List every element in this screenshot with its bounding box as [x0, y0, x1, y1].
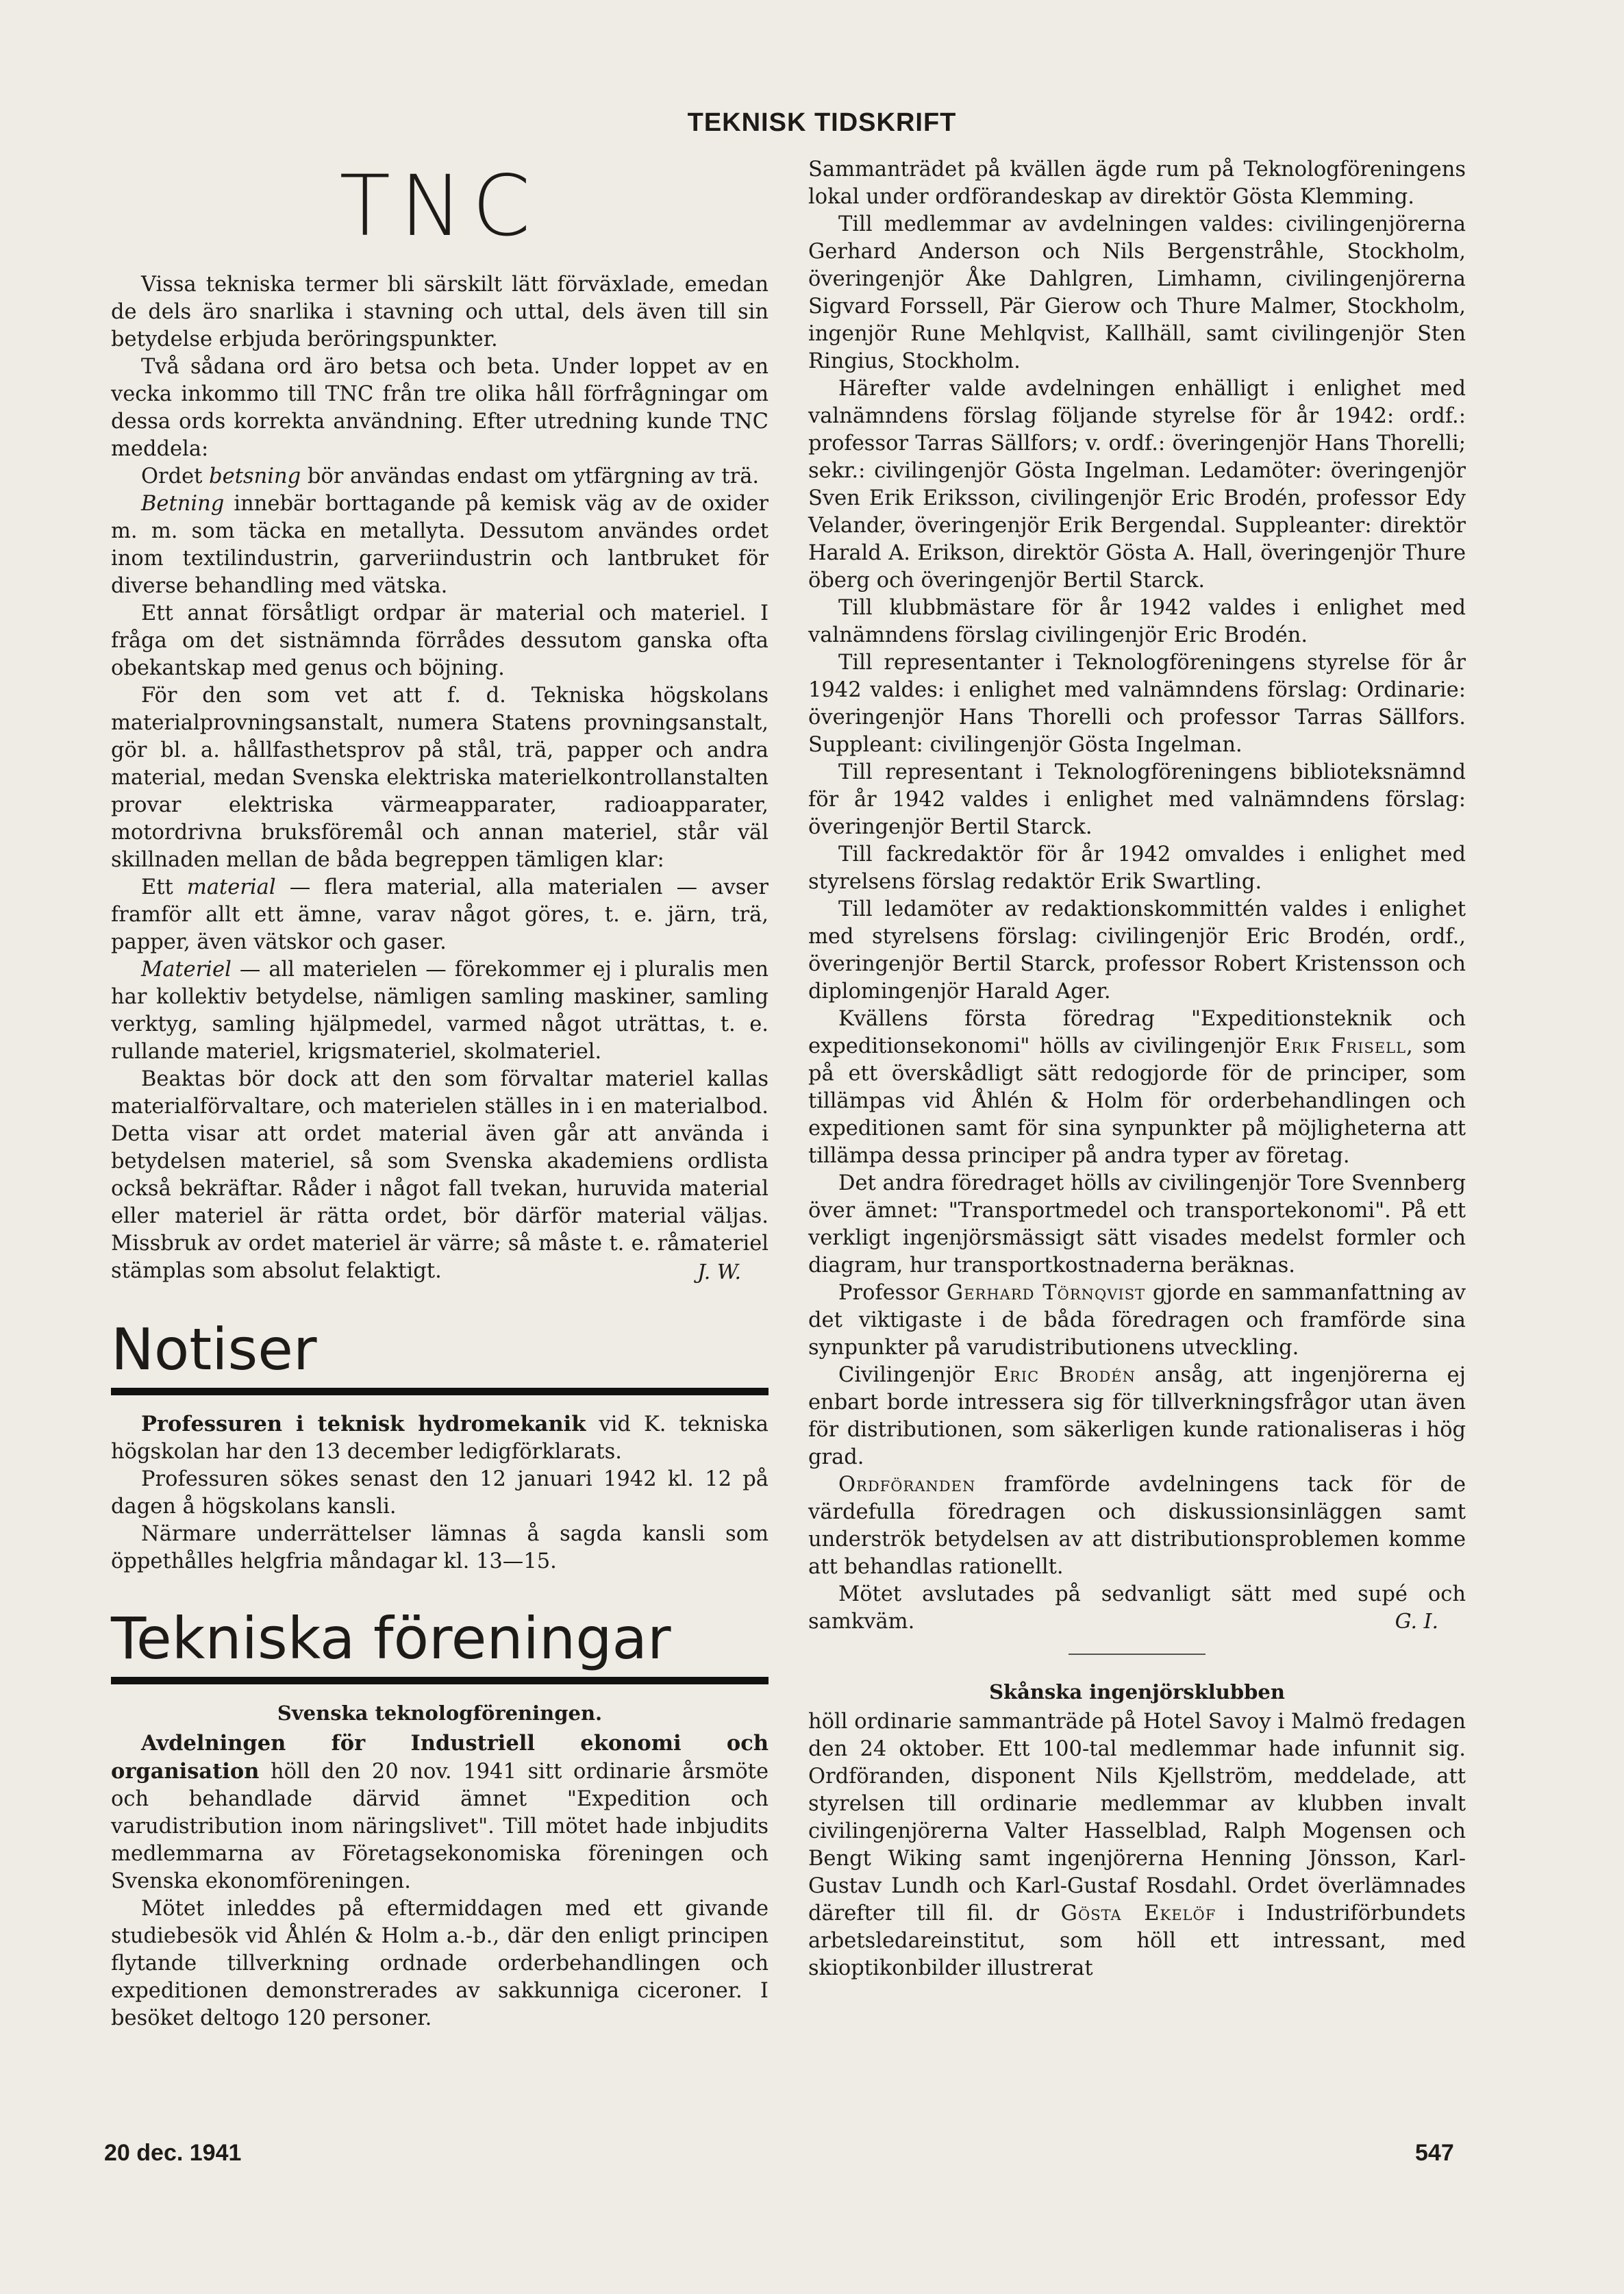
- tnc-paragraph: [111, 463, 769, 490]
- right-paragraph: [808, 1006, 1466, 1170]
- journal-title: TEKNISK TIDSKRIFT: [687, 108, 957, 137]
- left-column: [111, 158, 769, 2032]
- text-run: innebär borttagande på kemisk väg av de oxider m. m. som täcka en metallyta. Dessutom användes ordet inom textilindustrin, garveriindustrin och lantbruket för diverse behandling med vätska.: [111, 492, 769, 598]
- notiser-paragraph: Professuren sökes senast den 12 januari 1942 kl. 12 på dagen å högskolans kansli.: [111, 1467, 769, 1519]
- skanska-ingenjorsklubben-heading: Skånska ingenjörsklubben: [989, 1680, 1285, 1704]
- issue-date: 20 dec. 1941: [104, 2140, 242, 2166]
- page-number: 547: [1415, 2140, 1454, 2166]
- right-paragraph: Till representant i Teknologföreningens biblioteksnämnd för år 1942 valdes i enlighet med valnämndens förslag: överingenjör Bertil Starck.: [808, 760, 1466, 839]
- term-betning: Betning: [141, 492, 225, 516]
- person-name: Erik Frisell: [1275, 1034, 1407, 1058]
- text-run: framförde avdelningens tack för de värdefulla föredragen och diskussionsinläggen samt underströk betydelsen av att distributionsproblemen komme att behandlas rationellt.: [808, 1473, 1466, 1579]
- right-paragraph: Det andra föredraget hölls av civilingenjör Tore Svennberg över ämnet: "Transportmedel och transportekonomi". På ett verkligt ingenjörsmässigt sätt visades medelst formler och diagram, hur transportkostnaderna beräknas.: [808, 1171, 1466, 1277]
- section-divider: [1069, 1654, 1205, 1655]
- tnc-paragraph: [111, 956, 769, 1066]
- text-run: höll ordinarie sammanträde på Hotel Savoy i Malmö fredagen den 24 oktober. Ett 100-tal medlemmar hade infunnit sig. Ordföranden, disponent Nils Kjellström, meddelade, att styrelsen till ordinarie medlemmar av klubben invalt civilingenjörerna Valter Hasselblad, Ralph Mogensen och Bengt Wiking samt ingenjörerna Henning Jönsson, Karl-Gustav Lundh och Karl-Gustaf Rosdahl. Ordet överlämnades därefter till fil. dr: [808, 1710, 1466, 1925]
- text-run: gjorde en sammanfattning av det viktigaste i de båda föredragen och framförde sina synpunkter på varudistributionens utveckling.: [808, 1281, 1466, 1360]
- person-name: Gerhard Törnqvist: [946, 1281, 1146, 1305]
- notiser-paragraph: [111, 1410, 769, 1466]
- right-paragraph: Till klubbmästare för år 1942 valdes i enlighet med valnämndens förslag civilingenjör Eric Brodén.: [808, 596, 1466, 647]
- foreningar-paragraph: [111, 1730, 769, 1895]
- right-paragraph: Mötet avslutades på sedvanligt sätt med supé och samkväm.: [808, 1582, 1466, 1634]
- avdelningen-lead: Avdelningen för Industriell ekonomi och organisation: [111, 1731, 769, 1784]
- text-run: vid K. tekniska högskolan har den 13 december ledigförklarats.: [111, 1412, 769, 1464]
- right-column: [808, 156, 1466, 1982]
- tnc-paragraph: [111, 490, 769, 600]
- heading-rule: [111, 1677, 769, 1684]
- tnc-title: TNC: [339, 158, 540, 255]
- text-run: bör användas endast om ytfärgning av trä.: [301, 464, 760, 488]
- term-materiel: Materiel: [141, 958, 232, 982]
- person-name: Eric Brodén: [993, 1363, 1136, 1387]
- right-paragraph: Sammanträdet på kvällen ägde rum på Teknologföreningens lokal under ordförandeskap av direktör Gösta Klemming.: [808, 158, 1466, 209]
- tnc-paragraph: Ett annat försåtligt ordpar är material och materiel. I fråga om det sistnämnda förrådes dessutom ganska ofta obekantskap med genus och böjning.: [111, 601, 769, 680]
- text-run: Ett: [141, 875, 187, 899]
- tnc-paragraph: För den som vet att f. d. Tekniska högskolans materialprovningsanstalt, numera Statens provningsanstalt, gör bl. a. hållfasthetsprov på stål, trä, papper och andra material, medan Svenska elektriska materielkontrollanstalten provar elektriska värmeapparater, radioapparater, motordrivna bruksföremål och annan materiel, står väl skillnaden mellan de båda begreppen tämligen klar:: [111, 684, 769, 872]
- right-paragraph: [808, 1471, 1466, 1581]
- tnc-signature: J. W.: [697, 1260, 741, 1284]
- right-paragraph: Till medlemmar av avdelningen valdes: civilingenjörerna Gerhard Anderson och Nils Bergenstråhle, Stockholm, överingenjör Åke Dahlgren, Limhamn, civilingenjörerna Sigvard Forssell, Pär Gierow och Thure Malmer, Stockholm, ingenjör Rune Mehlqvist, Kallhäll, samt civilingenjör Sten Ringius, Stockholm.: [808, 212, 1466, 373]
- right-paragraph: [808, 1362, 1466, 1471]
- text-run: ansåg, att ingenjörerna ej enbart borde intressera sig för tillverkningsfrågor utan även för distributionen, som säkerligen kunde rationaliseras i hög grad.: [808, 1363, 1466, 1469]
- right-paragraph: Till fackredaktör för år 1942 omvaldes i enlighet med styrelsens förslag redaktör Erik Swartling.: [808, 843, 1466, 894]
- text-run: Kvällens första föredrag "Expeditionsteknik och expeditionsekonomi" hölls av civilingenjör: [808, 1007, 1466, 1058]
- text-run: — flera material, alla materialen — avser framför allt ett ämne, varav något göres, t. e. järn, trä, papper, även vätskor och gaser.: [111, 875, 769, 954]
- text-run: i Industriförbundets arbetsledareinstitut, som höll ett intressant, med skioptikonbilder illustrerat: [808, 1902, 1466, 1980]
- term-material: material: [186, 875, 276, 899]
- notiser-heading: Notiser: [111, 1316, 317, 1383]
- foreningar-paragraph: Mötet inleddes på eftermiddagen med ett givande studiebesök vid Åhlén & Holm a.-b., där den enligt principen flytande tillverkning ordnade orderbehandlingen och expeditionen demonstrerades av sakkunniga ciceroner. I besöket deltogo 120 personer.: [111, 1897, 769, 2030]
- gi-signature: G. I.: [1395, 1610, 1438, 1634]
- person-name: Gösta Ekelöf: [1060, 1902, 1216, 1925]
- foreningar-heading: Tekniska föreningar: [111, 1605, 671, 1672]
- text-run: — all materielen — förekommer ej i pluralis men har kollektiv betydelse, nämligen samling maskiner, samling verktyg, samling hjälpmedel, varmed något uträttas, t. e. rullande materiel, krigsmateriel, skolmateriel.: [111, 958, 769, 1064]
- text-run: Professor: [838, 1281, 947, 1305]
- right-paragraph: Härefter valde avdelningen enhälligt i enlighet med valnämndens förslag följande styrelse för år 1942: ordf.: professor Tarras Sällfors; v. ordf.: överingenjör Hans Thorelli; sekr.: civilingenjör Gösta Ingelman. Ledamöter: överingenjör Sven Erik Eriksson, civilingenjör Eric Brodén, professor Edy Velander, överingenjör Erik Bergendal. Suppleanter: direktör Harald A. Erikson, direktör Gösta A. Hall, överingenjör Thure öberg och överingenjör Bertil Starck.: [808, 377, 1466, 593]
- right-paragraph: Till representanter i Teknologföreningens styrelse för år 1942 valdes: i enlighet med valnämndens förslag: Ordinarie: överingenjör Hans Thorelli och professor Tarras Sällfors. Suppleant: civilingenjör Gösta Ingelman.: [808, 651, 1466, 757]
- tnc-paragraph: Två sådana ord äro betsa och beta. Under loppet av en vecka inkommo till TNC från tre olika håll förfrågningar om dessa ords korrekta användning. Efter utredning kunde TNC meddela:: [111, 355, 769, 461]
- text-run: höll den 20 nov. 1941 sitt ordinarie årsmöte och behandlade därvid ämnet "Expedition och varudistribution inom näringslivet". Till mötet hade inbjudits medlemmarna av Företagsekonomiska föreningen och Svenska ekonomföreningen.: [111, 1760, 769, 1893]
- right-paragraph: [808, 1280, 1466, 1362]
- notiser-paragraph: Närmare underrättelser lämnas å sagda kansli som öppethålles helgfria måndagar kl. 13—15.: [111, 1522, 769, 1573]
- right-paragraph: Till ledamöter av redaktionskommittén valdes i enlighet med styrelsens förslag: civilingenjör Eric Brodén, ordf., överingenjör Bertil Starck, professor Robert Kristensson och diplomingenjör Harald Ager.: [808, 897, 1466, 1003]
- heading-rule: [111, 1388, 769, 1395]
- text-run: , som på ett överskådligt sätt redogjorde för de principer, som tillämpas vid Åhlén & Holm för orderbehandlingen och expeditionen samt för sina synpunkter på möjligheterna att tillämpa dessa principer på andra typer av företag.: [808, 1034, 1466, 1168]
- tnc-paragraph: Vissa tekniska termer bli särskilt lätt förväxlade, emedan de dels äro snarlika i stavning och uttal, dels även till sin betydelse erbjuda beröringspunkter.: [111, 273, 769, 351]
- term-betsning: betsning: [209, 464, 301, 488]
- right-paragraph: [808, 1708, 1466, 1982]
- tnc-paragraph: Beaktas bör dock att den som förvaltar materiel kallas materialförvaltare, och materielen ställes in i en materialbod. Detta visar att ordet material även går att använda i betydelsen materiel, så som Svenska akademiens ordlista också bekräftar. Råder i något fall tvekan, huruvida material eller materiel är rätta ordet, bör därför material väljas. Missbruk av ordet materiel är värre; så måste t. e. råmateriel stämplas som absolut felaktigt.: [111, 1067, 769, 1283]
- tnc-paragraph: [111, 874, 769, 956]
- text-run: Civilingenjör: [838, 1363, 994, 1387]
- notiser-lead: Professuren i teknisk hydromekanik: [141, 1412, 586, 1436]
- svenska-teknologforeningen-heading: Svenska teknologföreningen.: [277, 1701, 603, 1725]
- text-run: Ordet: [141, 464, 210, 488]
- ordforanden-name: Ordföranden: [838, 1473, 976, 1497]
